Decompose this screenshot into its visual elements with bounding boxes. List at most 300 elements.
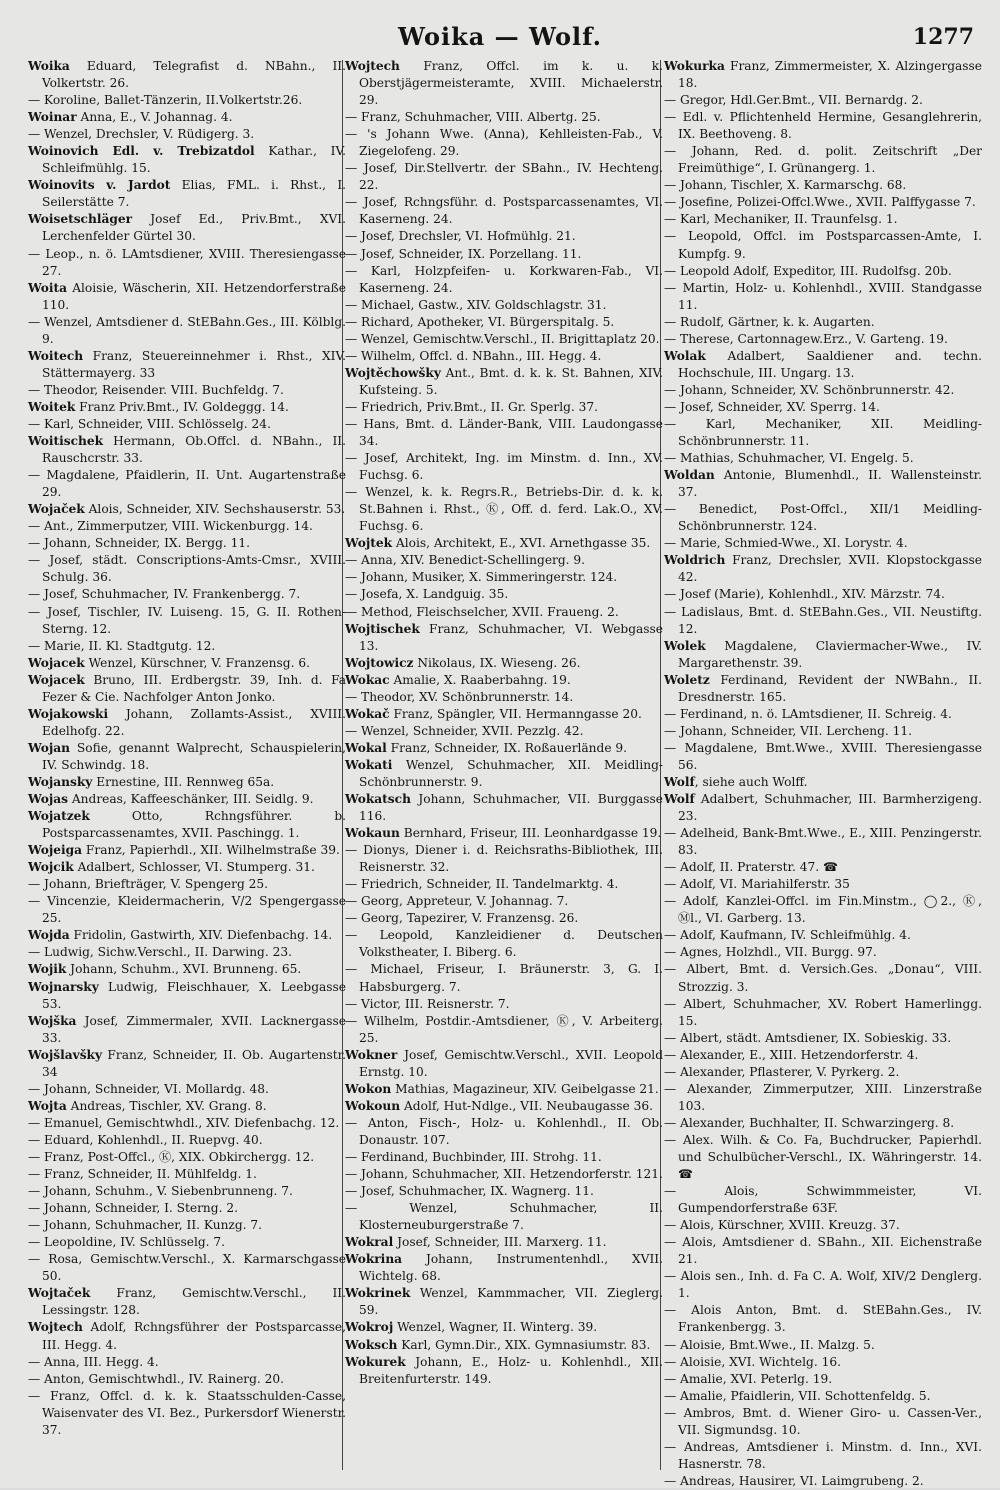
directory-entry <box>345 1285 663 1319</box>
entry-details: — Karl, Holzpfeifen- u. Korkwaren-Fab., VI. Kaserneng. 24. <box>345 263 663 295</box>
entry-details: — Wilhelm, Postdir.-Amtsdiener, Ⓚ, V. Arbeiterg. 25. <box>345 1013 663 1045</box>
directory-entry <box>28 927 346 944</box>
directory-entry <box>345 757 663 791</box>
entry-surname: Wolek <box>664 638 706 653</box>
entry-details: — Alexander, Buchhalter, II. Schwarzingerg. 8. <box>664 1115 955 1130</box>
entry-details: Adalbert, Schuhmacher, III. Barmherzigeng. 23. <box>678 792 982 824</box>
entry-surname: Wojatzek <box>28 809 90 824</box>
entry-details: Aloisie, Wäscherin, XII. Hetzendorferstraße 110. <box>42 280 346 312</box>
entry-surname: Wolf <box>664 774 695 789</box>
directory-entry <box>664 1132 982 1183</box>
directory-entry <box>28 1234 346 1251</box>
directory-entry <box>28 1013 346 1047</box>
directory-entry <box>664 1234 982 1268</box>
directory-entry <box>664 927 982 944</box>
directory-entry <box>345 1337 663 1354</box>
directory-entry <box>664 211 982 228</box>
directory-entry <box>345 876 663 893</box>
directory-entry <box>28 604 346 638</box>
entry-surname: Wokurka <box>664 59 725 73</box>
entry-surname: Woldan <box>664 468 715 483</box>
entry-details: Bruno, III. Erdbergstr. 39, Inh. d. Fa Fezer & Cie. Nachfolger Anton Jonko. <box>42 672 346 704</box>
entry-details: — Gregor, Hdl.Ger.Bmt., VII. Bernardg. 2. <box>664 93 923 108</box>
entry-details: — Josef, Drechsler, VI. Hofmühlg. 21. <box>345 229 576 244</box>
directory-entry <box>345 1149 663 1166</box>
entry-surname: Wokner <box>345 1047 398 1062</box>
entry-surname: Wokoun <box>345 1098 401 1113</box>
directory-entry <box>28 944 346 961</box>
entry-details: — Aloisie, Bmt.Wwe., II. Malzg. 5. <box>664 1337 875 1352</box>
entry-surname: Woisetschläger <box>28 212 133 227</box>
directory-entry <box>664 552 982 586</box>
directory-entry <box>28 1183 346 1200</box>
entry-details: — Martin, Holz- u. Kohlenhdl., XVIII. Standgasse 11. <box>664 280 982 312</box>
entry-details: — Alexander, Pflasterer, V. Pyrkerg. 2. <box>664 1064 900 1079</box>
entry-details: — Franz, Schneider, II. Mühlfeldg. 1. <box>28 1167 257 1182</box>
entry-details: — Karl, Mechaniker, XII. Meidling-Schönbrunnerstr. 11. <box>664 416 982 449</box>
directory-entry <box>664 280 982 314</box>
directory-entry <box>664 1217 982 1234</box>
directory-entry <box>345 1319 663 1336</box>
entry-details: — Friedrich, Schneider, II. Tandelmarktg. 4. <box>345 877 619 892</box>
directory-entry <box>664 1354 982 1371</box>
page-header <box>0 22 1000 58</box>
entry-details: — Hans, Bmt. d. Länder-Bank, VIII. Laudongasse 34. <box>345 416 663 449</box>
entry-details: Sofie, genannt Walprecht, Schauspielerin, IV. Schwindg. 18. <box>42 740 346 772</box>
entry-details: Johann, Schuhm., XVI. Brunneng. 65. <box>66 962 302 977</box>
entry-surname: Wojaček <box>28 502 85 517</box>
directory-entry <box>28 382 346 399</box>
directory-entry <box>345 1013 663 1047</box>
entry-details: — Leopold Adolf, Expeditor, III. Rudolfsg. 20b. <box>664 263 952 278</box>
entry-details: Franz, Papierhdl., XII. Wilhelmstraße 39. <box>82 843 340 858</box>
directory-entry <box>664 893 982 927</box>
entry-details: — Wenzel, Schneider, XVII. Pezzlg. 42. <box>345 723 584 738</box>
entry-details: — Ferdinand, n. ö. LAmtsdiener, II. Schreig. 4. <box>664 706 952 721</box>
entry-details: Johann, Schuhmacher, VII. Burggasse 116. <box>359 792 663 824</box>
directory-entry <box>28 501 346 518</box>
entry-surname: Wojcik <box>28 860 74 875</box>
directory-entry <box>28 774 346 791</box>
entry-details: — Richard, Apotheker, VI. Bürgerspitalg. 5. <box>345 314 615 329</box>
directory-entry <box>345 1354 663 1388</box>
entry-details: — Michael, Gastw., XIV. Goldschlagstr. 31. <box>345 297 607 312</box>
entry-details: Wenzel, Schuhmacher, XII. Meidling-Schönbrunnerstr. 9. <box>359 757 663 789</box>
directory-entry <box>345 1115 663 1149</box>
entry-surname: Wojšlavšky <box>28 1047 103 1062</box>
entry-details: — Josef, Rchngsführ. d. Postsparcassenamtes, VI. Kaserneng. 24. <box>345 195 663 227</box>
entry-details: — Magdalene, Bmt.Wwe., XVIII. Theresiengasse 56. <box>664 740 982 772</box>
entry-details: — Wenzel, k. k. Regrs.R., Betriebs-Dir. d. k. k. St.Bahnen i. Rhst., Ⓚ, Off. d. ferd. Lak.O., XV. Fuchsg. 6. <box>345 485 663 534</box>
directory-entry <box>28 961 346 978</box>
directory-entry <box>345 910 663 927</box>
entry-surname: Wokurek <box>345 1354 406 1369</box>
directory-entry <box>664 92 982 109</box>
entry-details: — Johann, Schneider, VI. Mollardg. 48. <box>28 1081 269 1096</box>
entry-details: — Ladislaus, Bmt. d. StEBahn.Ges., VII. Neustiftg. 12. <box>664 604 982 636</box>
entry-details: — Mathias, Schuhmacher, VI. Engelg. 5. <box>664 451 914 466</box>
directory-entry <box>28 706 346 740</box>
directory-entry <box>345 961 663 995</box>
directory-entry <box>345 723 663 740</box>
entry-details: — Josef, Schneider, IX. Porzellang. 11. <box>345 246 582 261</box>
entry-details: — Magdalene, Pfaidlerin, II. Unt. Augartenstraße 29. <box>28 468 346 500</box>
entry-details: — Alois, Amtsdiener d. SBahn., XII. Eichenstraße 21. <box>664 1235 982 1267</box>
directory-entry <box>664 1371 982 1388</box>
directory-entry <box>664 58 982 92</box>
entry-surname: Woinovich Edl. v. Trebizatdol <box>28 144 255 159</box>
entry-surname: Wojtech <box>345 59 400 73</box>
entry-details: — Franz, Post-Offcl., Ⓚ, XIX. Obkirchergg. 12. <box>28 1150 315 1164</box>
directory-entry <box>664 876 982 893</box>
entry-details: Adalbert, Saaldiener and. techn. Hochschule, III. Ungarg. 13. <box>678 348 982 380</box>
entry-details: — Therese, Cartonnagew.Erz., V. Garteng. 19. <box>664 331 948 346</box>
entry-details: Bernhard, Friseur, III. Leonhardgasse 19. <box>399 826 662 841</box>
entry-details: — Leopoldine, IV. Schlüsselg. 7. <box>28 1235 226 1250</box>
entry-details: — Edl. v. Pflichtenheld Hermine, Gesanglehrerin, IX. Beethoveng. 8. <box>664 110 982 142</box>
directory-entry <box>28 1319 346 1353</box>
entry-surname: Wokac <box>345 672 390 687</box>
directory-entry <box>345 672 663 689</box>
directory-entry <box>28 672 346 706</box>
entry-details: Mathias, Magazineur, XIV. Geibelgasse 21. <box>391 1081 659 1096</box>
entry-details: — Adolf, VI. Mariahilferstr. 35 <box>664 877 850 892</box>
entry-details: Anna, E., V. Johannag. 4. <box>76 110 233 125</box>
entry-details: — Amalie, XVI. Peterlg. 19. <box>664 1371 833 1386</box>
entry-surname: Wokral <box>345 1235 394 1250</box>
directory-entry <box>664 399 982 416</box>
directory-entry <box>345 484 663 535</box>
directory-entry <box>28 1115 346 1132</box>
entry-surname: Woitischek <box>28 434 104 449</box>
directory-entry <box>28 1132 346 1149</box>
entry-details: , siehe auch Wolff. <box>694 774 808 789</box>
entry-details: — Johann, Schneider, I. Sterng. 2. <box>28 1201 238 1216</box>
directory-entry <box>664 1030 982 1047</box>
entry-details: — Anna, III. Hegg. 4. <box>28 1354 159 1369</box>
entry-details: — Albert, Bmt. d. Versich.Ges. „Donau“, VIII. Strozzig. 3. <box>664 962 982 994</box>
entry-surname: Wojtowicz <box>345 655 414 670</box>
directory-entry <box>28 109 346 126</box>
entry-details: Wenzel, Kammmacher, VII. Zieglerg. 59. <box>359 1286 663 1318</box>
directory-entry <box>345 58 663 109</box>
entry-details: Johann, Instrumentenhdl., XVII. Wichtelg. 68. <box>359 1252 663 1284</box>
directory-entry <box>345 228 663 245</box>
entry-details: Josef, Schneider, III. Marxerg. 11. <box>393 1235 607 1250</box>
directory-entry <box>345 194 663 228</box>
entry-details: Franz, Steuereinnehmer i. Rhst., XIV. Stättermayerg. 33 <box>42 348 346 380</box>
entry-details: Ant., Bmt. d. k. k. St. Bahnen, XIV. Kufsteing. 5. <box>359 365 663 397</box>
entry-surname: Woika <box>28 59 70 73</box>
directory-entry <box>345 689 663 706</box>
entry-details: — Franz, Schuhmacher, VIII. Albertg. 25. <box>345 110 601 125</box>
entry-details: — Alois sen., Inh. d. Fa C. A. Wolf, XIV/2 Denglerg. 1. <box>664 1269 982 1301</box>
entry-surname: Wokaun <box>345 826 400 841</box>
directory-entry <box>28 1354 346 1371</box>
entry-details: — Josef, Tischler, IV. Luiseng. 15, G. II. Rothen-Sterng. 12. <box>28 604 346 636</box>
directory-entry <box>664 1081 982 1115</box>
directory-entry <box>28 518 346 535</box>
directory-entry <box>345 927 663 961</box>
entry-surname: Wojeiga <box>28 843 83 858</box>
entry-surname: Wojansky <box>28 774 93 789</box>
directory-entry <box>345 1166 663 1183</box>
entry-details: — Anton, Gemischtwhdl., IV. Rainerg. 20. <box>28 1371 285 1386</box>
entry-details: Karl, Gymn.Dir., XIX. Gymnasiumstr. 83. <box>397 1337 651 1352</box>
entry-surname: Woinovits v. Jardot <box>28 178 171 193</box>
entry-surname: Wojtaček <box>28 1286 91 1301</box>
directory-entry <box>664 228 982 262</box>
entry-surname: Wokač <box>345 706 390 721</box>
entry-details: — Eduard, Kohlenhdl., II. Ruepvg. 40. <box>28 1132 263 1147</box>
entry-details: Johann, E., Holz- u. Kohlenhdl., XII. Breitenfurterstr. 149. <box>359 1354 663 1386</box>
directory-entry <box>345 825 663 842</box>
directory-entry <box>345 263 663 297</box>
entry-details: — Josef, städt. Conscriptions-Amts-Cmsr., XVIII. Schulg. 36. <box>28 553 346 585</box>
entry-details: — Johann, Schuhmacher, XII. Hetzendorferstr. 121. <box>345 1167 663 1182</box>
entry-details: — Alexander, Zimmerputzer, XIII. Linzerstraße 103. <box>664 1081 982 1113</box>
entry-details: Alois, Architekt, E., XVI. Arnethgasse 35. <box>392 536 651 551</box>
entry-details: — Andreas, Amtsdiener i. Minstm. d. Inn., XVI. Hasnerstr. 78. <box>664 1439 982 1471</box>
entry-details: Ernestine, III. Rennweg 65a. <box>92 774 275 789</box>
directory-entry <box>664 109 982 143</box>
directory-entry <box>28 552 346 586</box>
entry-surname: Wojacek <box>28 672 85 687</box>
entry-surname: Woksch <box>345 1337 398 1352</box>
directory-entry <box>345 1251 663 1285</box>
entry-details: Franz, Drechsler, XVII. Klopstockgasse 42. <box>678 553 982 585</box>
directory-entry <box>345 604 663 621</box>
entry-details: Nikolaus, IX. Wieseng. 26. <box>413 655 581 670</box>
directory-entry <box>664 672 982 706</box>
directory-entry <box>664 194 982 211</box>
directory-entry <box>28 177 346 211</box>
directory-entry <box>28 859 346 876</box>
entry-details: Elias, FML. i. Rhst., I. Seilerstätte 7. <box>42 178 347 210</box>
directory-entry <box>664 638 982 672</box>
entry-details: — Aloisie, XVI. Wichtelg. 16. <box>664 1354 841 1369</box>
entry-details: — Georg, Appreteur, V. Johannag. 7. <box>345 894 569 909</box>
directory-entry <box>664 143 982 177</box>
directory-entry <box>345 126 663 160</box>
entry-details: Franz, Offcl. im k. u. k. Oberstjägermeisteramte, XVIII. Michaelerstr. 29. <box>359 59 663 108</box>
directory-entry <box>28 1098 346 1115</box>
directory-entry <box>28 1388 346 1439</box>
entry-details: Johann, Zollamts-Assist., XVIII. Edelhofg. 22. <box>42 706 346 738</box>
directory-entry <box>664 825 982 859</box>
directory-entry <box>28 1371 346 1388</box>
directory-entry <box>345 109 663 126</box>
entry-details: Franz, Schuhmacher, VI. Webgasse 13. <box>359 621 663 653</box>
directory-entry <box>345 655 663 672</box>
directory-entry <box>345 160 663 194</box>
entry-details: — Rudolf, Gärtner, k. k. Augarten. <box>664 314 875 329</box>
entry-details: — Wenzel, Amtsdiener d. StEBahn.Ges., III. Kölblg. 9. <box>28 314 346 346</box>
entry-details: Fridolin, Gastwirth, XIV. Diefenbachg. 14. <box>69 928 333 943</box>
entry-details: — Friedrich, Priv.Bmt., II. Gr. Sperlg. 37. <box>345 399 599 414</box>
entry-details: — Leop., n. ö. LAmtsdiener, XVIII. Theresiengasse 27. <box>28 246 346 278</box>
directory-entry <box>345 791 663 825</box>
directory-entry <box>664 1405 982 1439</box>
entry-details: — Victor, III. Reisnerstr. 7. <box>345 996 510 1011</box>
directory-entry <box>345 621 663 655</box>
entry-details: — Benedict, Post-Offcl., XII/1 Meidling-Schönbrunnerstr. 124. <box>664 502 982 534</box>
entry-details: Adalbert, Schlosser, VI. Stumperg. 31. <box>73 860 315 875</box>
entry-details: — Vincenzie, Kleidermacherin, V/2 Spengergasse 25. <box>28 894 346 926</box>
directory-entry <box>28 1047 346 1081</box>
entry-details: Alois, Schneider, XIV. Sechshauserstr. 53. <box>84 502 346 517</box>
directory-entry <box>345 399 663 416</box>
entry-details: — Karl, Schneider, VIII. Schlösselg. 24. <box>28 416 271 431</box>
entry-details: Otto, Rchngsführer. b. Postsparcassenamtes, XVII. Paschingg. 1. <box>42 809 346 841</box>
entry-details: Eduard, Telegrafist d. NBahn., II. Volkertstr. 26. <box>42 59 346 91</box>
entry-details: — Anton, Fisch-, Holz- u. Kohlenhdl., II. Ob. Donaustr. 107. <box>345 1115 663 1147</box>
directory-entry <box>664 535 982 552</box>
directory-entry <box>345 1200 663 1234</box>
entry-details: — Johann, Schuhm., V. Siebenbrunneng. 7. <box>28 1184 293 1199</box>
entry-surname: Wolf <box>664 792 695 807</box>
entry-details: — Adolf, II. Praterstr. 47. ☎ <box>664 860 839 875</box>
entry-details: — Adolf, Kaufmann, IV. Schleifmühlg. 4. <box>664 928 911 943</box>
entry-details: Josef Ed., Priv.Bmt., XVI. Lerchenfelder Gürtel 30. <box>42 212 346 244</box>
entry-surname: Woletz <box>664 672 710 687</box>
entry-details: — Wenzel, Schuhmacher, II. Klosterneuburgerstraße 7. <box>345 1201 663 1233</box>
directory-entry <box>28 808 346 842</box>
entry-details: Hermann, Ob.Offcl. d. NBahn., II. Rauschcrstr. 33. <box>42 434 346 466</box>
directory-entry <box>28 416 346 433</box>
directory-entry <box>345 1183 663 1200</box>
entry-details: — Dionys, Diener i. d. Reichsraths-Bibliothek, III. Reisnerstr. 32. <box>345 843 663 875</box>
entry-details: — Johann, Schneider, XV. Schönbrunnerstr. 42. <box>664 382 955 397</box>
entry-details: Franz Priv.Bmt., IV. Goldeggg. 14. <box>75 399 289 414</box>
entry-surname: Wojnarsky <box>28 979 99 994</box>
entry-details: — Alois, Kürschner, XVIII. Kreuzg. 37. <box>664 1218 900 1233</box>
entry-details: — Johann, Schneider, VII. Lercheng. 11. <box>664 723 913 738</box>
entry-surname: Woldrich <box>664 553 726 568</box>
directory-entry <box>28 143 346 177</box>
directory-entry <box>664 1337 982 1354</box>
entry-details: — Rosa, Gemischtw.Verschl., X. Karmarschgasse 50. <box>28 1252 346 1284</box>
directory-entry <box>28 638 346 655</box>
entry-surname: Woitech <box>28 348 84 363</box>
directory-entry <box>345 842 663 876</box>
entry-details: Franz, Spängler, VII. Hermanngasse 20. <box>389 706 642 721</box>
directory-entry <box>345 450 663 484</box>
entry-surname: Wokatsch <box>345 792 411 807</box>
directory-entry <box>28 58 346 92</box>
directory-entry <box>28 586 346 603</box>
directory-entry <box>28 1200 346 1217</box>
entry-details: — Leopold, Kanzleidiener d. Deutschen Volkstheater, I. Biberg. 6. <box>345 928 663 960</box>
column-1 <box>28 58 346 1478</box>
entry-details: Adolf, Rchngsführer der Postsparcasse, III. Hegg. 4. <box>42 1320 346 1352</box>
directory-entry <box>28 399 346 416</box>
directory-entry <box>664 1183 982 1217</box>
directory-entry <box>664 1268 982 1302</box>
column-2 <box>345 58 663 1478</box>
entry-details: — Josefa, X. Landguig. 35. <box>345 587 509 602</box>
entry-details: — Marie, II. Kl. Stadtgutg. 12. <box>28 638 216 653</box>
entry-surname: Wojas <box>28 792 68 807</box>
entry-details: — Adolf, Kanzlei-Offcl. im Fin.Minstm., ◯2., Ⓚ, Ⓜl., VI. Garberg. 13. <box>664 894 982 926</box>
directory-entry <box>28 126 346 143</box>
entry-details: — Michael, Friseur, I. Bräunerstr. 3, G. I. Habsburgerg. 7. <box>345 962 663 994</box>
entry-surname: Wokon <box>345 1081 392 1096</box>
directory-entry <box>28 348 346 382</box>
entry-details: — Josef, Schuhmacher, IV. Frankenbergg. 7. <box>28 587 301 602</box>
entry-details: — Anna, XIV. Benedict-Schellingerg. 9. <box>345 553 586 568</box>
entry-details: — Albert, städt. Amtsdiener, IX. Sobieskig. 33. <box>664 1030 952 1045</box>
directory-entry <box>664 314 982 331</box>
directory-entry <box>28 1251 346 1285</box>
entry-details: — Ambros, Bmt. d. Wiener Giro- u. Cassen-Ver., VII. Sigmundsg. 10. <box>664 1405 982 1437</box>
entry-details: — Johann, Schuhmacher, II. Kunzg. 7. <box>28 1218 263 1233</box>
entry-details: — Josef, Schuhmacher, IX. Wagnerg. 11. <box>345 1184 594 1199</box>
entry-details: Magdalene, Claviermacher-Wwe., IV. Margarethenstr. 39. <box>678 638 982 670</box>
directory-entry <box>28 1285 346 1319</box>
entry-surname: Woinar <box>28 110 77 125</box>
directory-entry <box>664 859 982 876</box>
directory-entry <box>664 1302 982 1336</box>
directory-entry <box>345 1234 663 1251</box>
directory-entry <box>28 92 346 109</box>
directory-entry <box>345 331 663 348</box>
directory-entry <box>28 211 346 245</box>
directory-entry <box>28 979 346 1013</box>
directory-entry <box>664 604 982 638</box>
entry-details: — Johann, Tischler, X. Karmarschg. 68. <box>664 178 907 193</box>
directory-entry <box>28 314 346 348</box>
directory-entry <box>664 791 982 825</box>
directory-entry <box>345 552 663 569</box>
entry-surname: Wojakowski <box>28 706 109 721</box>
entry-details: — Alexander, E., XIII. Hetzendorferstr. 4. <box>664 1047 919 1062</box>
directory-entry <box>345 996 663 1013</box>
directory-entry <box>28 876 346 893</box>
entry-details: — 's Johann Wwe. (Anna), Kehlleisten-Fab., V. Ziegelofeng. 29. <box>345 127 663 159</box>
entry-details: Antonie, Blumenhdl., II. Wallensteinstr. 37. <box>678 468 982 500</box>
entry-details: — Ferdinand, Buchbinder, III. Strohg. 11. <box>345 1150 602 1164</box>
entry-details: — Johann, Schneider, IX. Bergg. 11. <box>28 536 251 551</box>
directory-entry <box>28 1149 346 1166</box>
directory-entry <box>664 348 982 382</box>
directory-entry <box>664 740 982 774</box>
directory-entry <box>664 331 982 348</box>
directory-entry <box>664 416 982 450</box>
directory-entry <box>664 996 982 1030</box>
entry-details: Amalie, X. Raaberbahng. 19. <box>389 672 571 687</box>
directory-entry <box>28 246 346 280</box>
entry-details: — Wenzel, Gemischtw.Verschl., II. Brigittaplatz 20. <box>345 331 660 346</box>
entry-details: Wenzel, Kürschner, V. Franzensg. 6. <box>84 655 310 670</box>
entry-surname: Wojan <box>28 740 70 755</box>
directory-entry <box>345 535 663 552</box>
entry-details: — Theodor, XV. Schönbrunnerstr. 14. <box>345 689 574 704</box>
entry-surname: Wojik <box>28 962 67 977</box>
directory-entry <box>28 1081 346 1098</box>
directory-entry <box>28 842 346 859</box>
entry-details: — Ant., Zimmerputzer, VIII. Wickenburgg. 14. <box>28 519 313 534</box>
entry-surname: Woitek <box>28 399 76 414</box>
entry-details: Ferdinand, Revident der NWBahn., II. Dresdnerstr. 165. <box>678 672 982 704</box>
directory-entry <box>345 586 663 603</box>
entry-surname: Wolak <box>664 348 706 363</box>
entry-surname: Wojtek <box>345 536 393 551</box>
entry-surname: Wojška <box>28 1013 77 1028</box>
directory-entry <box>28 791 346 808</box>
entry-details: — Koroline, Ballet-Tänzerin, II.Volkertstr.26. <box>28 93 303 108</box>
page-number: 1277 <box>912 24 974 50</box>
